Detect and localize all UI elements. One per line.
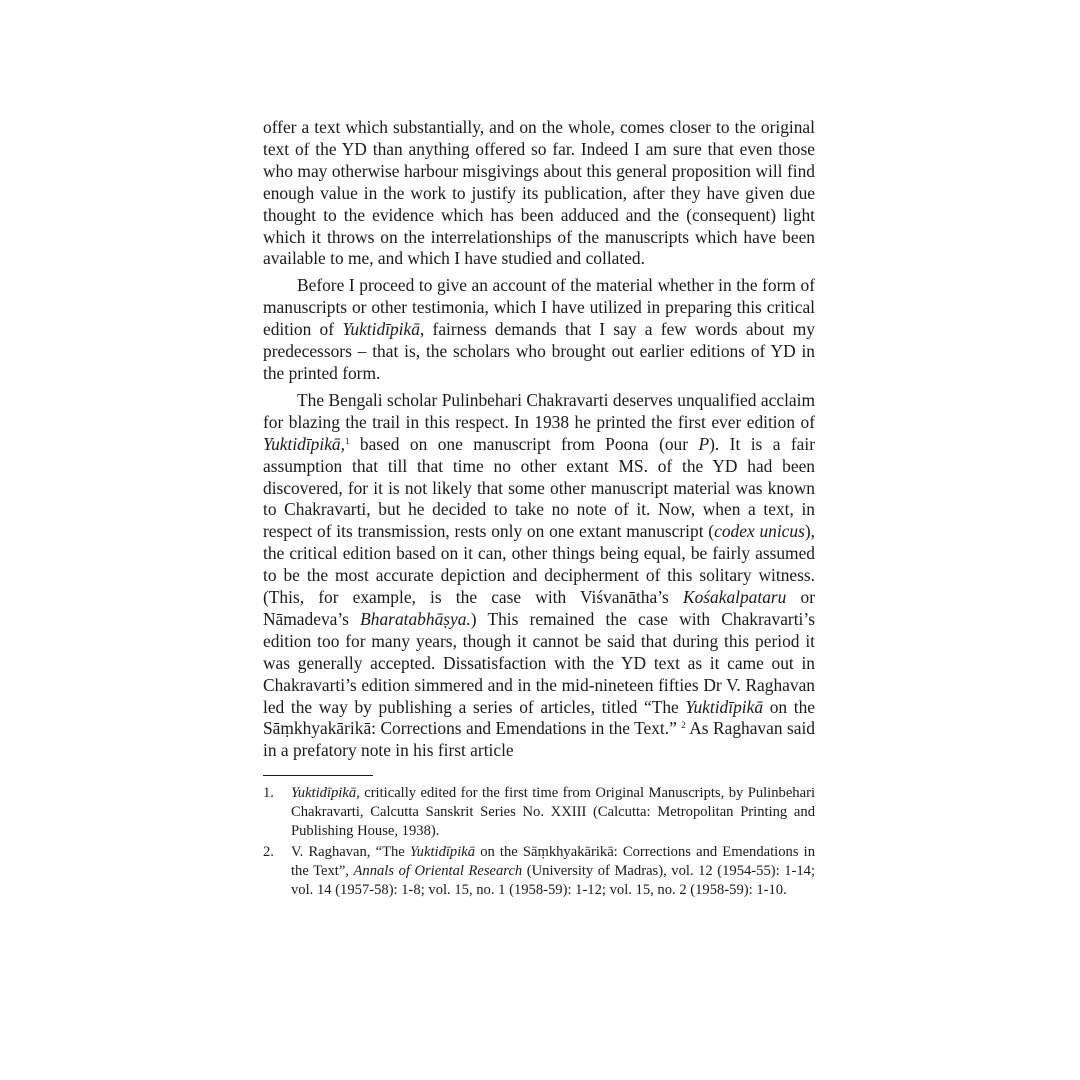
footnote-2 — [263, 843, 815, 899]
paragraph-3-text-1: The Bengali scholar Pulinbehari Chakravarti deserves unqualified acclaim for blazing the trail in this respect. In 1938 he printed the first ever edition of — [263, 389, 815, 432]
footnote-1-italic-title: Yuktidīpikā, — [291, 785, 360, 802]
footnote-1 — [263, 784, 815, 840]
footnote-divider — [263, 775, 373, 776]
footnote-2-body-2: on the Sāṃkhyakārikā: Corrections and Emendations in the Text”, — [291, 844, 816, 880]
paragraph-3-text-4: ), the critical edition based on it can, other things being equal, be fairly assumed to be the most accurate depiction and decipherment of this solitary witness. (This, for example, is the case with Viśvanātha’s — [263, 521, 815, 608]
footnote-2-number: 2. — [263, 844, 274, 861]
book-page — [263, 117, 815, 903]
paragraph-2-text-2: fairness demands that I say a few words about my predecessors – that is, the scholars who brought out earlier editions of YD in the printed form. — [263, 319, 815, 383]
paragraph-3-italic-title-2: Yuktidīpikā — [685, 696, 764, 717]
paragraph-3-italic-bharata: Bharatabhāṣya. — [360, 608, 471, 629]
paragraph-3-text-2: based on one manuscript from Poona (our — [349, 433, 699, 454]
paragraph-3-text-3: ). It is a fair assumption that till that time no other extant MS. of the YD had been discovered, for it is not likely that some other manuscript material was known to Chakravarti, but he decided to take no note of it. Now, when a text, in respect of its transmission, rests only on one extant manuscript ( — [263, 433, 815, 542]
footnote-1-body: critically edited for the first time from Original Manuscripts, by Pulinbehari Chakravarti, Calcutta Sanskrit Series No. XXIII (Calcutta: Metropolitan Printing and Publishing House, 1938). — [291, 785, 815, 839]
footnote-2-body-3: (University of Madras), vol. 12 (1954-55): 1-14; vol. 14 (1957-58): 1-8; vol. 15, no. 1 (1958-59): 1-12; vol. 15, no. 2 (1958-59): 1-10. — [291, 863, 815, 898]
footnote-2-italic-title: Yuktidīpikā — [409, 844, 476, 861]
paragraph-3-italic-codex: codex unicus — [714, 521, 805, 542]
paragraph-3-text-5: or Nāmadeva’s — [263, 587, 815, 629]
footnote-ref-1[interactable]: 1 — [344, 435, 350, 446]
footnote-2-text — [291, 843, 815, 899]
paragraph-3 — [263, 390, 815, 762]
paragraph-1-text: offer a text which substantially, and on the whole, comes closer to the original text of the YD than anything offered so far. Indeed I am sure that even those who may otherwise harbour misgivings about this general proposition will find enough value in the work to justify its publication, after they have given due thought to the evidence which has been adduced and the (consequent) light which it throws on the interrelationships of the manuscripts which have been available to me, and which I have studied and collated. — [263, 117, 815, 269]
paragraph-1 — [263, 117, 815, 270]
paragraph-3-text-6: ) This remained the case with Chakravarti’s edition too for many years, though it cannot be said that during this period it was generally accepted. Dissatisfaction with the YD text as it came out in Chakravarti’s edition simmered and in the mid-nineteen fifties Dr V. Raghavan led the way by publishing a series of articles, titled “The — [263, 608, 815, 717]
paragraph-2-text-1: Before I proceed to give an account of the material whether in the form of manuscripts or other testimonia, which I have utilized in preparing this critical edition of — [263, 275, 815, 340]
paragraph-3-italic-kosa: Kośakalpataru — [682, 587, 787, 608]
footnote-1-number: 1. — [263, 785, 274, 802]
paragraph-2-italic-title: Yuktidīpikā, — [342, 319, 425, 340]
footnote-2-italic-journal: Annals of Oriental Research — [353, 863, 523, 880]
paragraph-2 — [263, 275, 815, 385]
paragraph-3-text-7: on the Sāṃkhyakārikā: Corrections and Emendations in the Text.” — [263, 696, 815, 739]
footnote-2-body-1: V. Raghavan, “The — [291, 844, 410, 861]
footnote-ref-2[interactable]: 2 — [681, 720, 686, 731]
footnote-1-text — [291, 784, 815, 840]
paragraph-3-italic-p: P — [698, 433, 710, 454]
paragraph-3-italic-title-1: Yuktidīpikā, — [263, 433, 345, 454]
paragraph-3-text-8: As Raghavan said in a prefatory note in his first article — [263, 718, 815, 761]
